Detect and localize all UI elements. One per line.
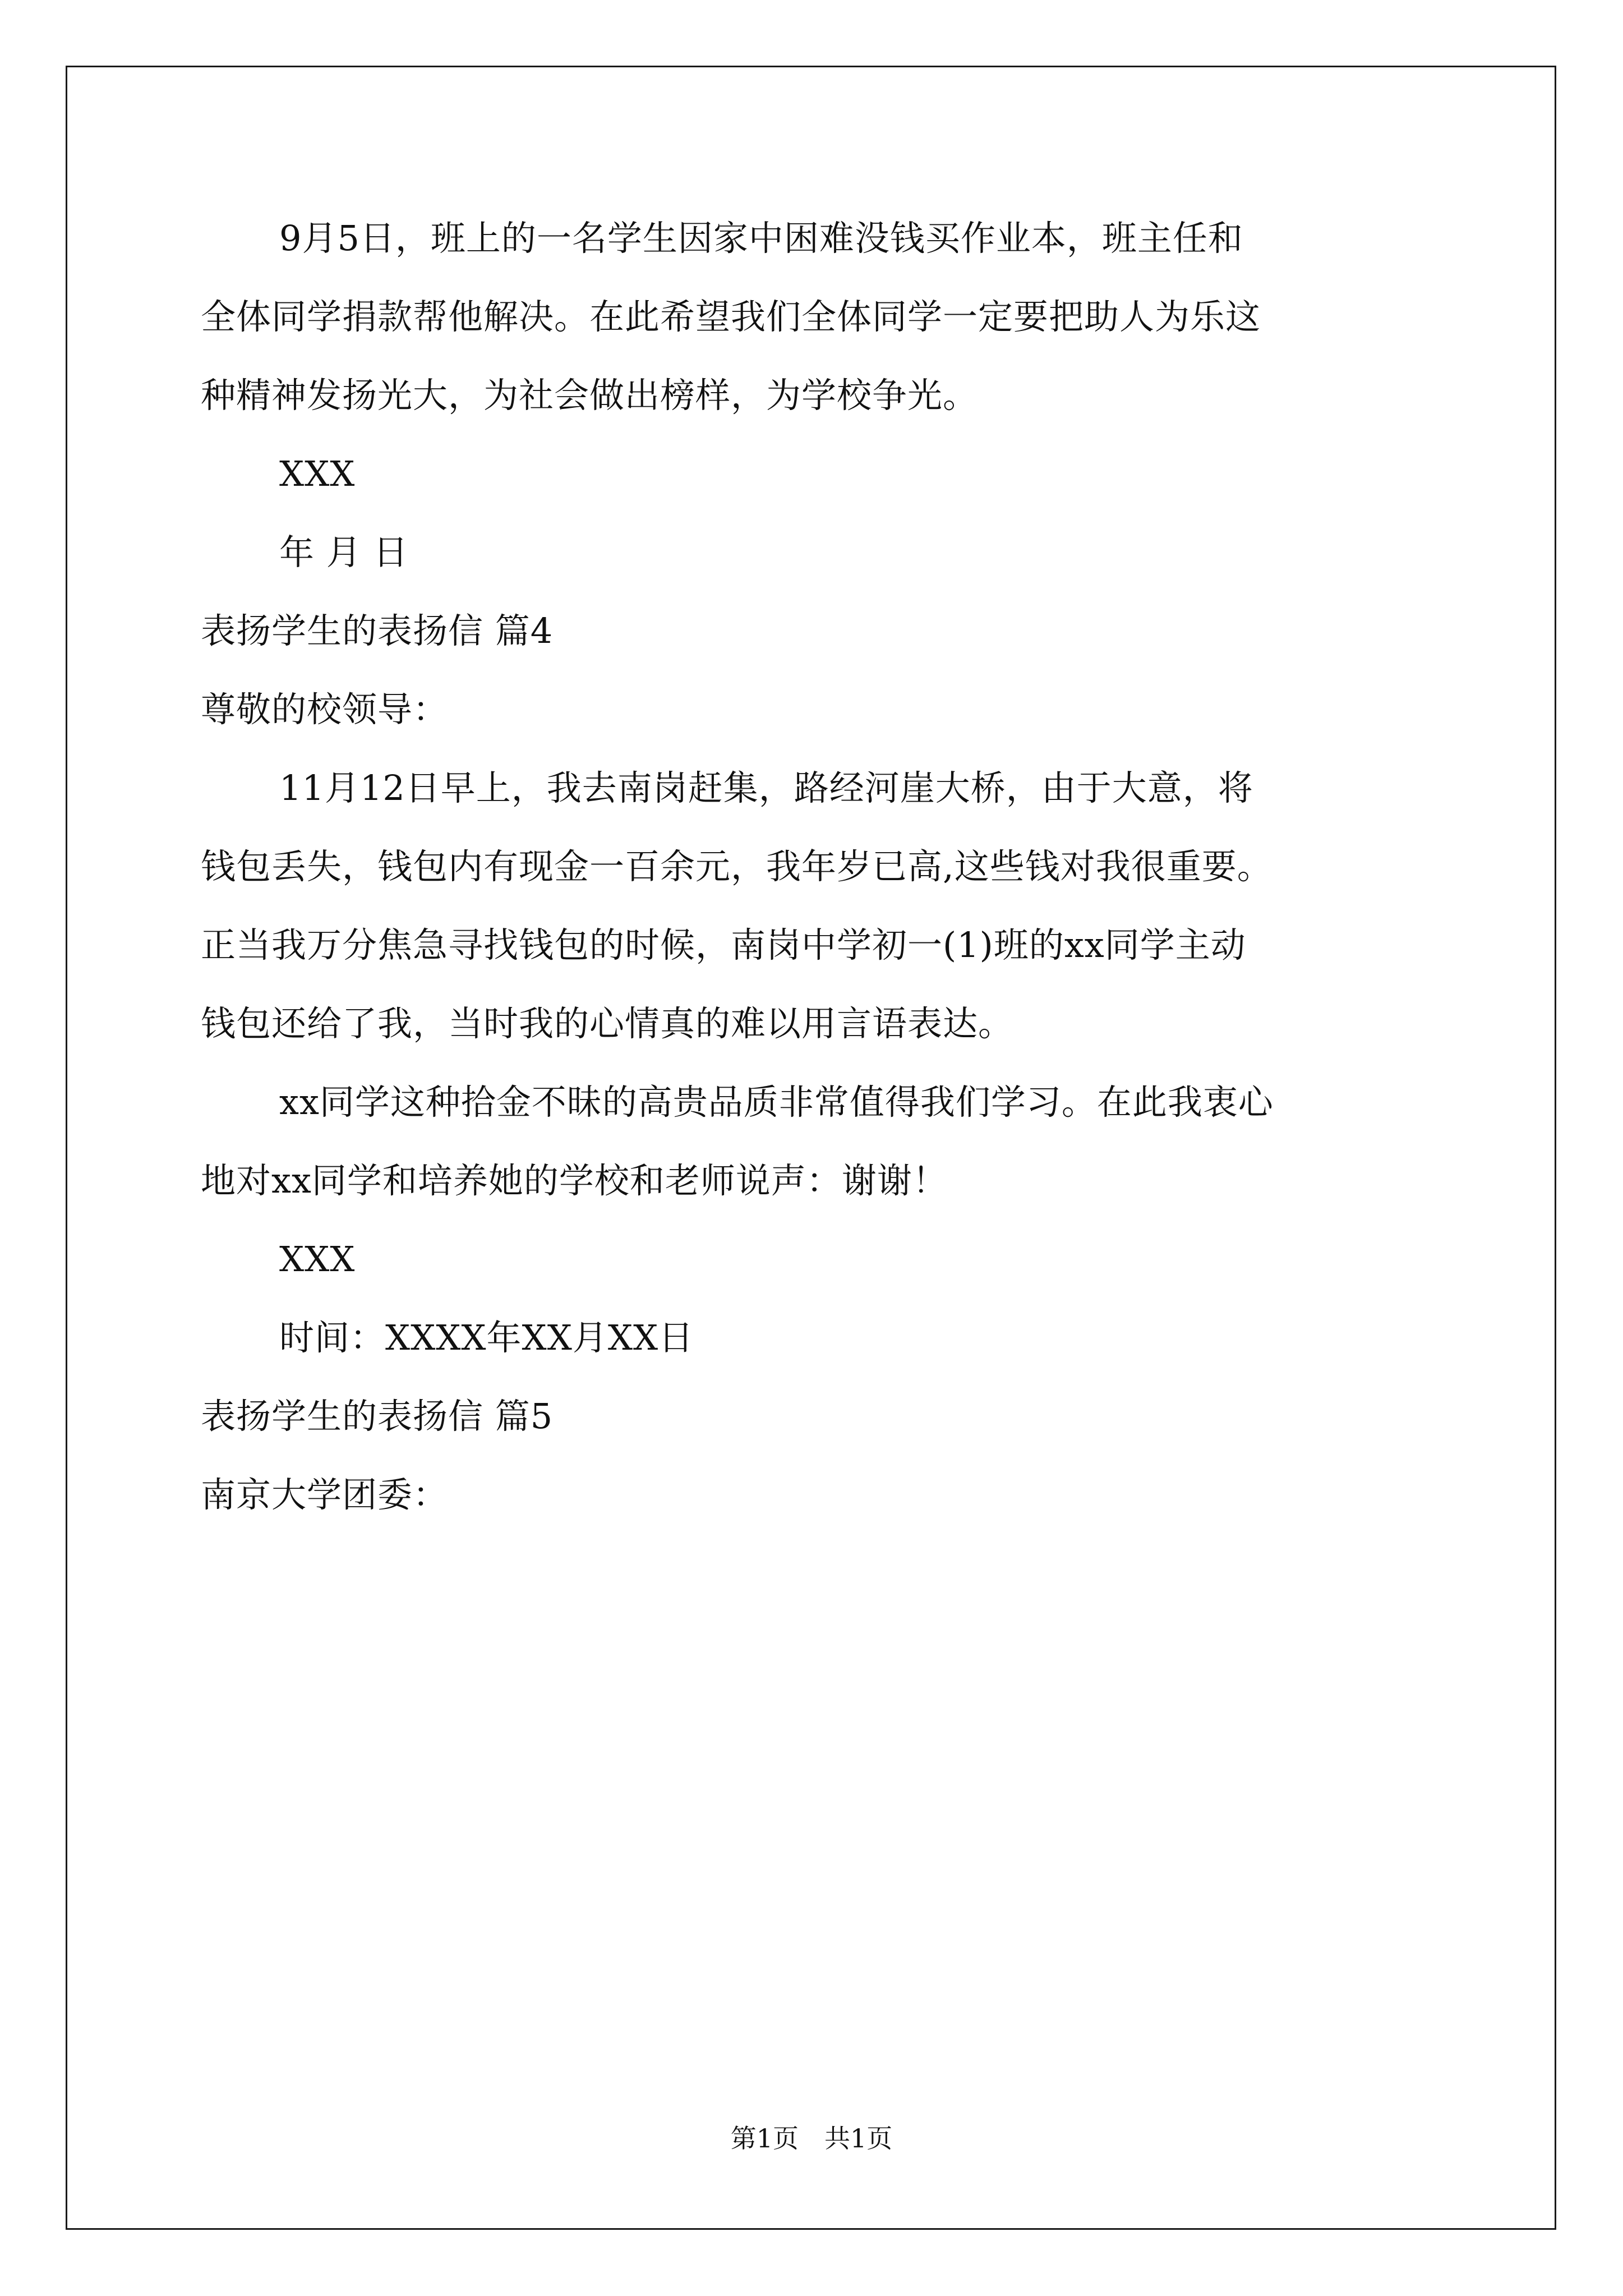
paragraph-line: 9月5日，班上的一名学生因家中困难没钱买作业本，班主任和 bbox=[279, 218, 1243, 259]
page-footer: 第1页 共1页 bbox=[730, 2123, 893, 2154]
date-line: 年 月 日 bbox=[279, 532, 409, 573]
section-heading: 表扬学生的表扬信 篇4 bbox=[201, 610, 554, 651]
date-line: 时间：XXXX年XX月XX日 bbox=[279, 1317, 694, 1358]
salutation: 尊敬的校领导： bbox=[201, 689, 449, 730]
paragraph-line: 11月12日早上，我去南岗赶集，路经河崖大桥，由于大意，将 bbox=[279, 767, 1253, 808]
paragraph-line: 全体同学捐款帮他解决。在此希望我们全体同学一定要把助人为乐这 bbox=[201, 296, 1261, 337]
paragraph-line: 钱包还给了我，当时我的心情真的难以用言语表达。 bbox=[201, 1003, 1014, 1044]
paragraph-line: 钱包丢失，钱包内有现金一百余元，我年岁已高,这些钱对我很重要。 bbox=[201, 846, 1272, 887]
paragraph-line: 正当我万分焦急寻找钱包的时候，南岗中学初一(1)班的xx同学主动 bbox=[201, 924, 1246, 965]
paragraph-line: xx同学这种拾金不昧的高贵品质非常值得我们学习。在此我衷心 bbox=[279, 1082, 1274, 1122]
signature: XXX bbox=[279, 453, 356, 494]
section-heading: 表扬学生的表扬信 篇5 bbox=[201, 1396, 554, 1437]
paragraph-line: 种精神发扬光大，为社会做出榜样，为学校争光。 bbox=[201, 375, 979, 416]
salutation: 南京大学团委： bbox=[201, 1474, 449, 1515]
paragraph-line: 地对xx同学和培养她的学校和老师说声：谢谢！ bbox=[201, 1160, 948, 1201]
signature: XXX bbox=[279, 1239, 356, 1280]
